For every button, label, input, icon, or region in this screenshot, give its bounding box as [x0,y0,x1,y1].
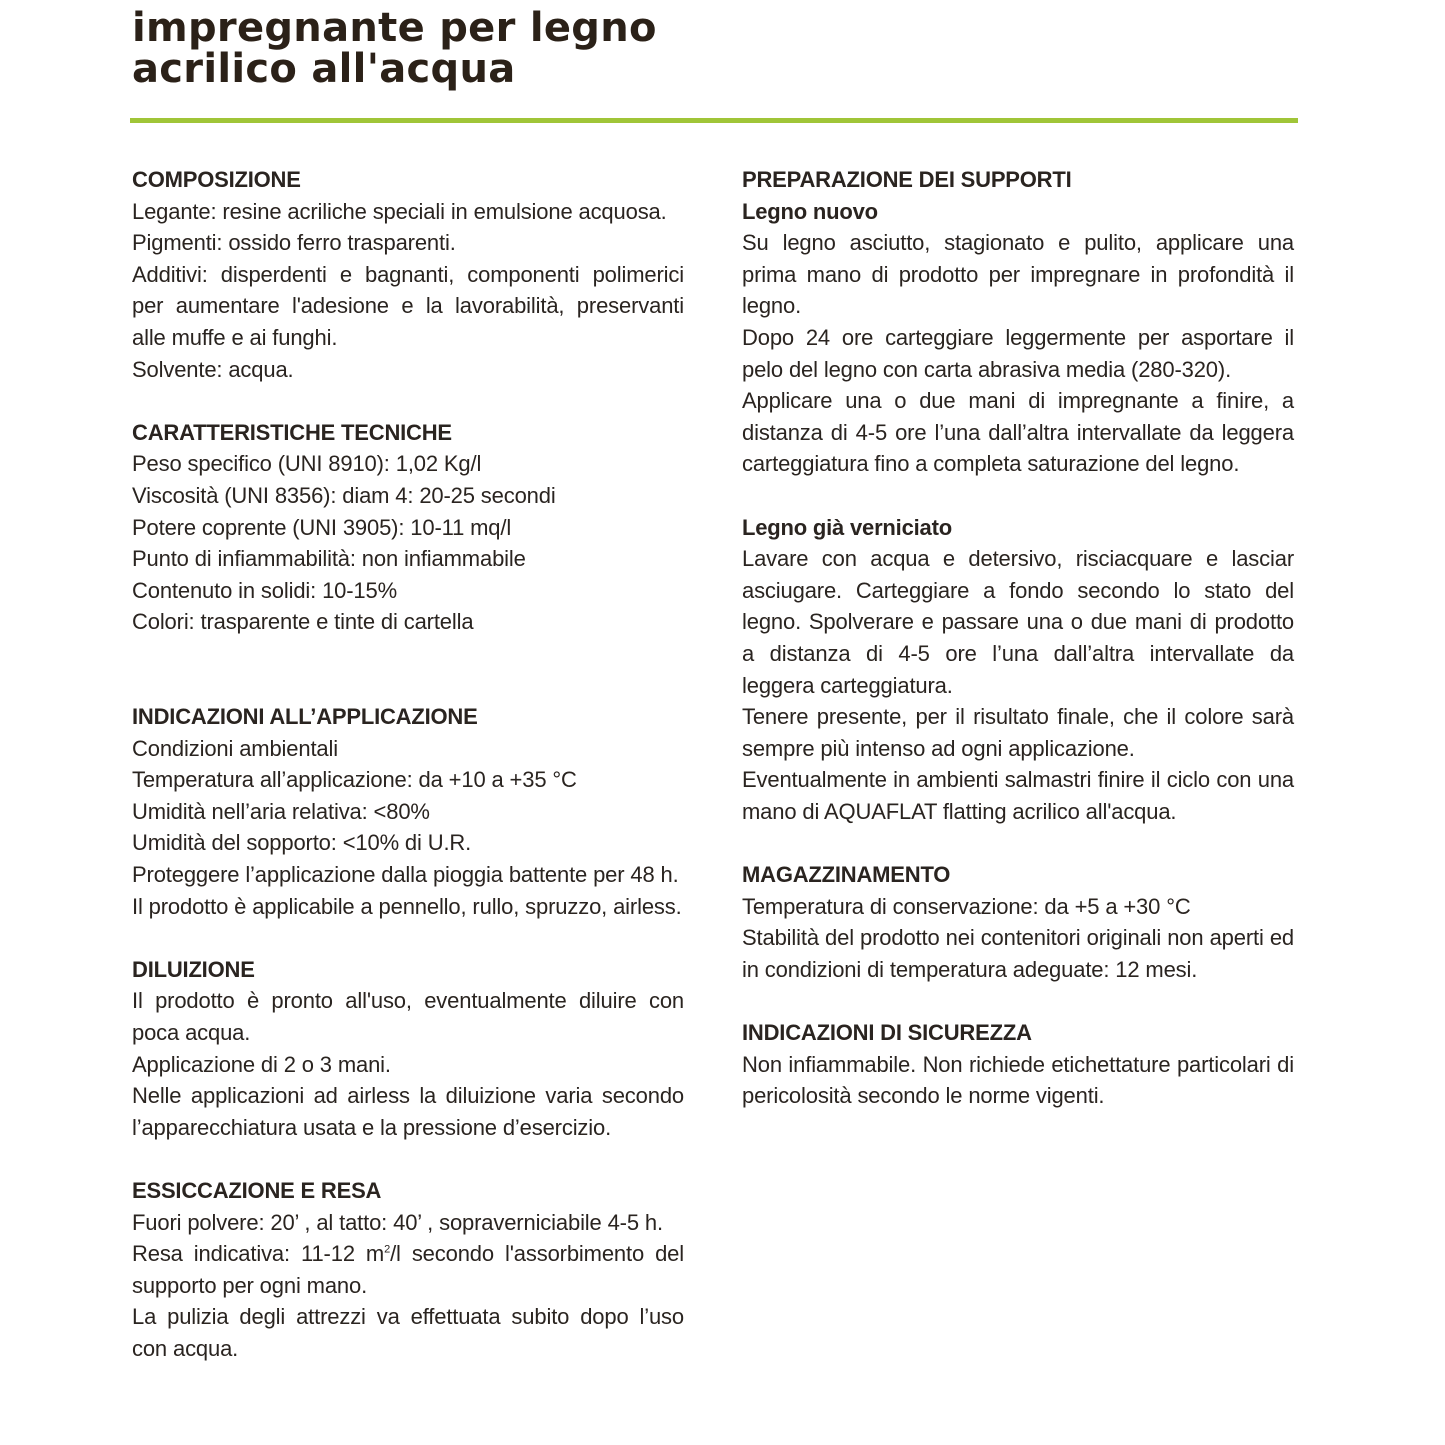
paragraph: La pulizia degli attrezzi va effettuata subito dopo l’uso con acqua. [132,1304,684,1361]
paragraph: Fuori polvere: 20’ , al tatto: 40’ , sopraverniciabile 4-5 h. [132,1209,663,1235]
section-essiccazione-resa [132,1175,684,1365]
paragraph: Applicazione di 2 o 3 mani. [132,1051,391,1077]
paragraph: Su legno asciutto, stagionato e pulito, applicare una prima mano di prodotto per impregnare in profondità il legno. [742,230,1294,319]
section-title: DILUIZIONE [132,956,255,982]
section-title: CARATTERISTICHE TECNICHE [132,419,452,445]
section-title: COMPOSIZIONE [132,167,301,192]
paragraph: Il prodotto è applicabile a pennello, rullo, spruzzo, airless. [132,893,682,919]
subsection-title-legno-nuovo: Legno nuovo [742,198,878,224]
paragraph: Proteggere l’applicazione dalla pioggia battente per 48 h. [132,862,679,888]
paragraph: Lavare con acqua e detersivo, risciacquare e lasciar asciugare. Carteggiare a fondo secondo lo stato del legno. Spolverare e passare una o due mani di prodotto a distanza di 4-5 ore l’una dall’altra intervallate da leggera carteggiatura. [742,546,1294,698]
resa-text-after: /l secondo l'assorbimento del supporto per ogni mano. [132,1241,684,1298]
paragraph: Dopo 24 ore carteggiare leggermente per asportare il pelo del legno con carta abrasiva media (280-320). [742,324,1294,382]
paragraph: Il prodotto è pronto all'uso, eventualmente diluire con poca acqua. [132,988,684,1046]
section-title: INDICAZIONI ALL’APPLICAZIONE [132,704,478,730]
paragraph: Temperatura all’applicazione: da +10 a +35 °C [132,767,577,793]
paragraph: Additivi: disperdenti e bagnanti, componenti polimerici per aumentare l'adesione e la lavorabilità, preservanti alle muffe e ai funghi. [132,261,684,350]
paragraph: Non infiammabile. Non richiede etichettature particolari di pericolosità secondo le norme vigenti. [742,1051,1294,1109]
section-magazzinamento [742,859,1294,985]
left-column [132,164,684,1365]
paragraph: Stabilità del prodotto nei contenitori originali non aperti ed in condizioni di temperatura adeguate: 12 mesi. [742,925,1294,982]
paragraph: Pigmenti: ossido ferro trasparenti. [132,230,456,256]
paragraph: Solvente: acqua. [132,356,294,382]
section-title: MAGAZZINAMENTO [742,862,951,888]
title-divider [130,118,1298,123]
section-diluizione [132,954,684,1144]
paragraph: Legante: resine acriliche speciali in emulsione acquosa. [132,198,667,224]
page-title-line-1: impregnante per legno [132,5,657,51]
spec-line: Viscosità (UNI 8356): diam 4: 20-25 secondi [132,482,556,508]
paragraph: Umidità del sopporto: <10% di U.R. [132,830,472,856]
section-indicazioni-sicurezza [742,1017,1294,1112]
section-composizione [132,164,684,385]
paragraph: Eventualmente in ambienti salmastri finire il ciclo con una mano di AQUAFLAT flatting acrilico all'acqua. [742,767,1294,824]
spec-line: Peso specifico (UNI 8910): 1,02 Kg/l [132,451,482,477]
spec-line: Potere coprente (UNI 3905): 10-11 mq/l [132,514,512,540]
section-caratteristiche-tecniche [132,417,684,638]
paragraph: Temperatura di conservazione: da +5 a +30 °C [742,893,1191,919]
paragraph-resa [132,1238,684,1301]
spec-line: Colori: trasparente e tinte di cartella [132,609,474,635]
right-column [742,164,1294,1112]
section-indicazioni-applicazione [132,701,684,922]
paragraph: Applicare una o due mani di impregnante a finire, a distanza di 4-5 ore l’una dall’altra intervallate da leggera carteggiatura fino a completa saturazione del legno. [742,388,1294,477]
section-title: INDICAZIONI DI SICUREZZA [742,1020,1032,1046]
paragraph: Condizioni ambientali [132,735,338,761]
resa-text-before: Resa indicativa: 11-12 m [132,1241,385,1267]
page-title [132,5,657,92]
subsection-title-legno-verniciato: Legno già verniciato [742,514,952,540]
section-title: PREPARAZIONE DEI SUPPORTI [742,167,1072,192]
superscript-two: 2 [384,1243,391,1256]
paragraph: Umidità nell’aria relativa: <80% [132,798,430,824]
spec-line: Punto di infiammabilità: non infiammabile [132,546,526,572]
section-title: ESSICCAZIONE E RESA [132,1178,382,1203]
paragraph: Tenere presente, per il risultato finale, che il colore sarà sempre più intenso ad ogni applicazione. [742,704,1294,761]
spec-line: Contenuto in solidi: 10-15% [132,577,398,603]
page-title-line-2: acrilico all'acqua [132,46,516,92]
section-preparazione-supporti [742,164,1294,827]
paragraph: Nelle applicazioni ad airless la diluizione varia secondo l’apparecchiatura usata e la pressione d’esercizio. [132,1083,684,1140]
